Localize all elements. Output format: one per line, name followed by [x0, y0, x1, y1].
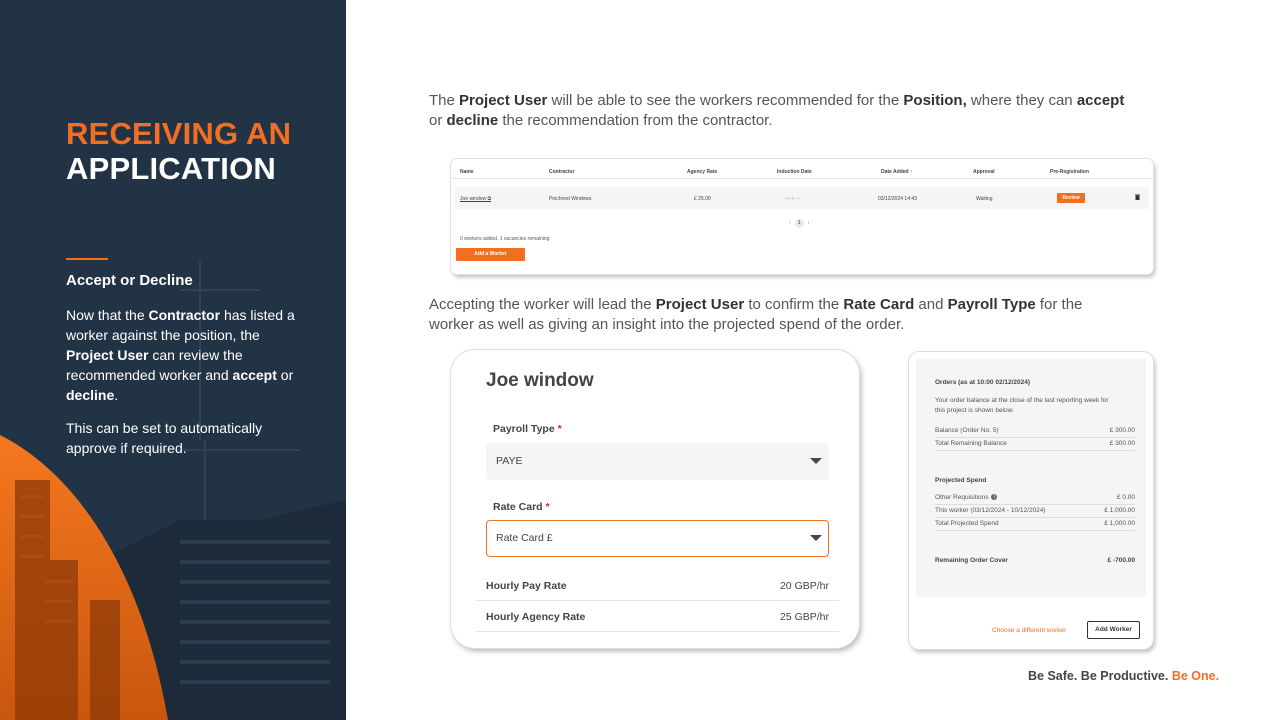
title-divider	[66, 258, 108, 260]
orders-heading: Orders (as at 10:00 02/12/2024)	[935, 379, 1031, 386]
cell-agency-rate: £ 25.00	[694, 196, 711, 202]
chevron-down-icon	[810, 535, 822, 541]
page-title-line2: APPLICATION	[66, 151, 277, 186]
review-button[interactable]: Review	[1057, 193, 1085, 203]
choose-different-worker-link[interactable]: Choose a different worker	[992, 627, 1067, 634]
add-worker-button[interactable]: Add Worker	[1087, 621, 1140, 639]
sidebar-panel	[0, 0, 346, 720]
add-a-worker-button[interactable]: Add a Worker	[456, 248, 525, 261]
balance-value: £ 300.00	[1109, 427, 1135, 434]
other-requisitions-label: Other Requisitions i	[935, 494, 997, 501]
intro-text: The Project User will be able to see the workers recommended for the Position, where they can accept or decline the recommendation from the contractor.	[429, 92, 1125, 129]
sidebar-note: This can be set to automatically approve if required.	[66, 420, 263, 456]
remaining-cover-value: £ -700.00	[1107, 557, 1135, 564]
total-projected-label: Total Projected Spend	[935, 520, 999, 527]
orders-desc-2: this project is shown below.	[935, 407, 1014, 414]
table-row	[455, 187, 1149, 209]
cell-contractor: Pinchrest Windows	[549, 196, 592, 202]
table-header	[451, 165, 1153, 179]
worker-name-link[interactable]: Joe window ⧉	[460, 196, 492, 202]
info-icon[interactable]: i	[991, 494, 997, 500]
total-remaining-label: Total Remaining Balance	[935, 440, 1007, 447]
remaining-cover-label: Remaining Order Cover	[935, 557, 1008, 564]
worker-rate-form	[451, 350, 859, 648]
hourly-pay-rate-row: Hourly Pay Rate 20 GBP/hr	[476, 571, 839, 601]
payroll-type-select[interactable]: PAYE	[486, 443, 829, 480]
accepting-description: Accepting the worker will lead the Project User to confirm the Rate Card and Payroll Type for the worker as well as giving an insight into the projected spend of the order.	[429, 296, 1083, 333]
trash-icon[interactable]	[1135, 194, 1140, 202]
col-approval[interactable]: Approval	[973, 169, 995, 175]
this-worker-label: This worker (03/12/2024 - 10/12/2024)	[935, 507, 1046, 514]
prev-page-button[interactable]: ‹	[789, 220, 791, 226]
cell-induction-date: --/--/----	[784, 196, 801, 202]
pagination	[789, 219, 809, 228]
col-contractor[interactable]: Contractor	[549, 169, 575, 175]
this-worker-value: £ 1,000.00	[1104, 507, 1135, 514]
worker-name-heading: Joe window	[486, 370, 594, 391]
order-balance-card	[909, 352, 1153, 649]
next-page-button[interactable]: ›	[807, 220, 810, 226]
projected-spend-heading: Projected Spend	[935, 477, 987, 484]
sidebar-description: Now that the Contractor has listed a worker against the position, the Project User can review the recommended worker and accept or decline.	[66, 307, 295, 403]
section-subtitle: Accept or Decline	[66, 272, 193, 289]
orders-desc-1: Your order balance at the close of the last reporting week for	[935, 397, 1109, 404]
col-agency-rate[interactable]: Agency Rate	[687, 169, 718, 175]
cell-date-added: 03/12/2024 14:43	[878, 196, 917, 202]
col-induction-date[interactable]: Induction Date	[777, 169, 812, 175]
order-summary	[916, 359, 1146, 597]
col-pre-registration[interactable]: Pre-Registration	[1050, 169, 1089, 175]
hourly-agency-rate-row: Hourly Agency Rate 25 GBP/hr	[476, 602, 839, 632]
col-date-added[interactable]: Date Added ↑	[881, 169, 913, 175]
other-requisitions-value: £ 0.00	[1116, 494, 1135, 501]
vacancy-count: 0 workers added. 1 vacancies remaining	[460, 236, 550, 242]
rate-card-label: Rate Card *	[493, 501, 550, 513]
chevron-down-icon	[810, 458, 822, 464]
cell-approval: Waiting	[976, 196, 993, 202]
total-remaining-value: £ 300.00	[1109, 440, 1135, 447]
rate-card-select[interactable]: Rate Card £	[486, 520, 829, 557]
page-title-line1: RECEIVING AN	[66, 116, 292, 151]
payroll-type-label: Payroll Type *	[493, 423, 562, 435]
balance-label: Balance (Order No. 5)	[935, 427, 999, 434]
total-projected-value: £ 1,000.00	[1104, 520, 1135, 527]
col-name[interactable]: Name	[460, 169, 474, 175]
page-1-button[interactable]: 1	[795, 219, 804, 228]
brand-tagline: Be Safe. Be Productive. Be One.	[1028, 669, 1220, 683]
workers-table-card	[451, 159, 1153, 274]
